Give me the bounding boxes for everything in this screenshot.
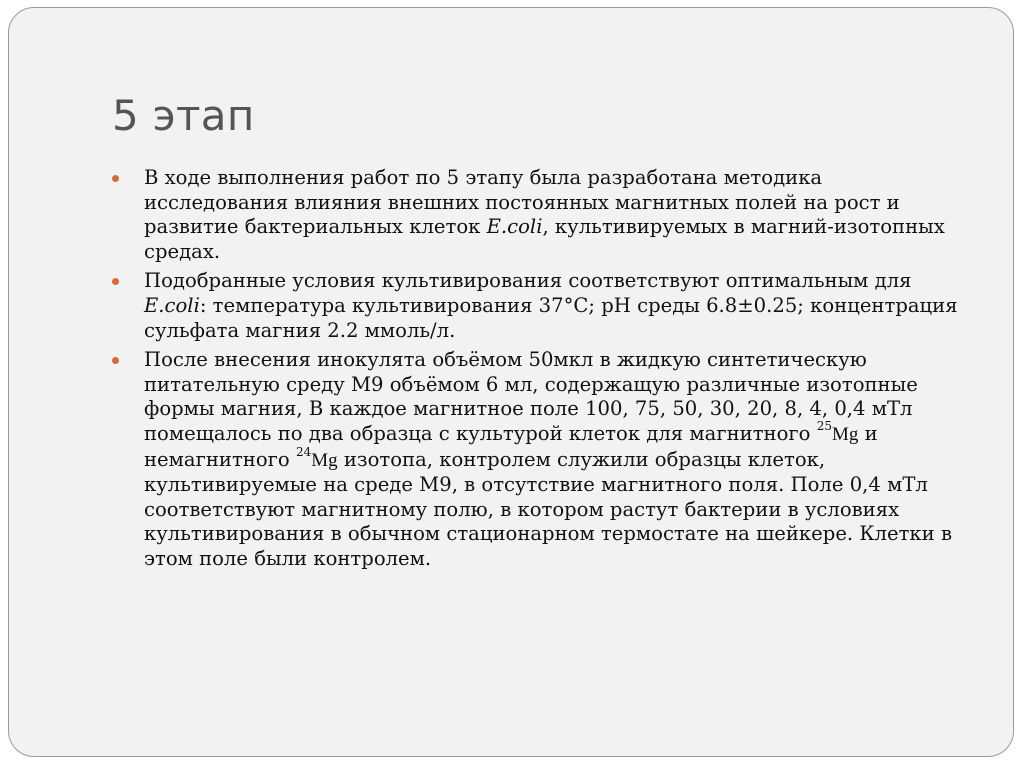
bullet-text: : температура культивирования 37°C; рН среды 6.8±0.25; концентрация сульфата магния 2.2 ммоль/л. [144,293,958,342]
organism-name: E.coli [144,293,200,317]
bullet-item-procedure [110,348,970,571]
bullet-item-methodology [110,166,970,264]
bullet-text: После внесения инокулята объёмом 50мкл в жидкую синтетическую питательную среду М9 объёмом 6 мл, содержащую различные изотопные формы магния, В каждое магнитное поле 100, 75, 50, 30, 20, 8, 4, 0,4 мТл помещалось по два образца с культурой клеток для магнитного [144,348,918,445]
bullet-text: и немагнитного [144,421,878,471]
slide-title: 5 этап [112,91,255,140]
isotope-mass-number: 24 [295,445,312,459]
bullet-dot-icon [112,175,119,182]
isotope-symbol: Mg [831,423,859,445]
organism-name: E.coli [486,215,543,239]
bullet-text: Подобранные условия культивирования соответствуют оптимальным для [144,269,912,293]
bullet-item-conditions [110,269,970,343]
bullet-dot-icon [112,278,119,285]
bullet-text: , культивируемых в магний-изотопных средах. [144,215,945,263]
bullet-text: В ходе выполнения работ по 5 этапу была разработана методика исследования влияния внешних постоянных магнитных полей на рост и развитие бактериальных клеток [144,166,900,239]
bullet-dot-icon [112,357,119,364]
bullet-list [110,166,970,577]
isotope-mass-number: 25 [816,419,832,434]
bullet-text: изотопа, контролем служили образцы клеток, культивируемые на среде М9, в отсутствие магнитного поля. Поле 0,4 мТл соответствуют магнитному полю, в котором растут бактерии в условиях культивирования в обычном стационарном термостате на шейкере. Клетки в этом поле были контролем. [144,447,952,570]
isotope-symbol: Mg [311,449,338,471]
